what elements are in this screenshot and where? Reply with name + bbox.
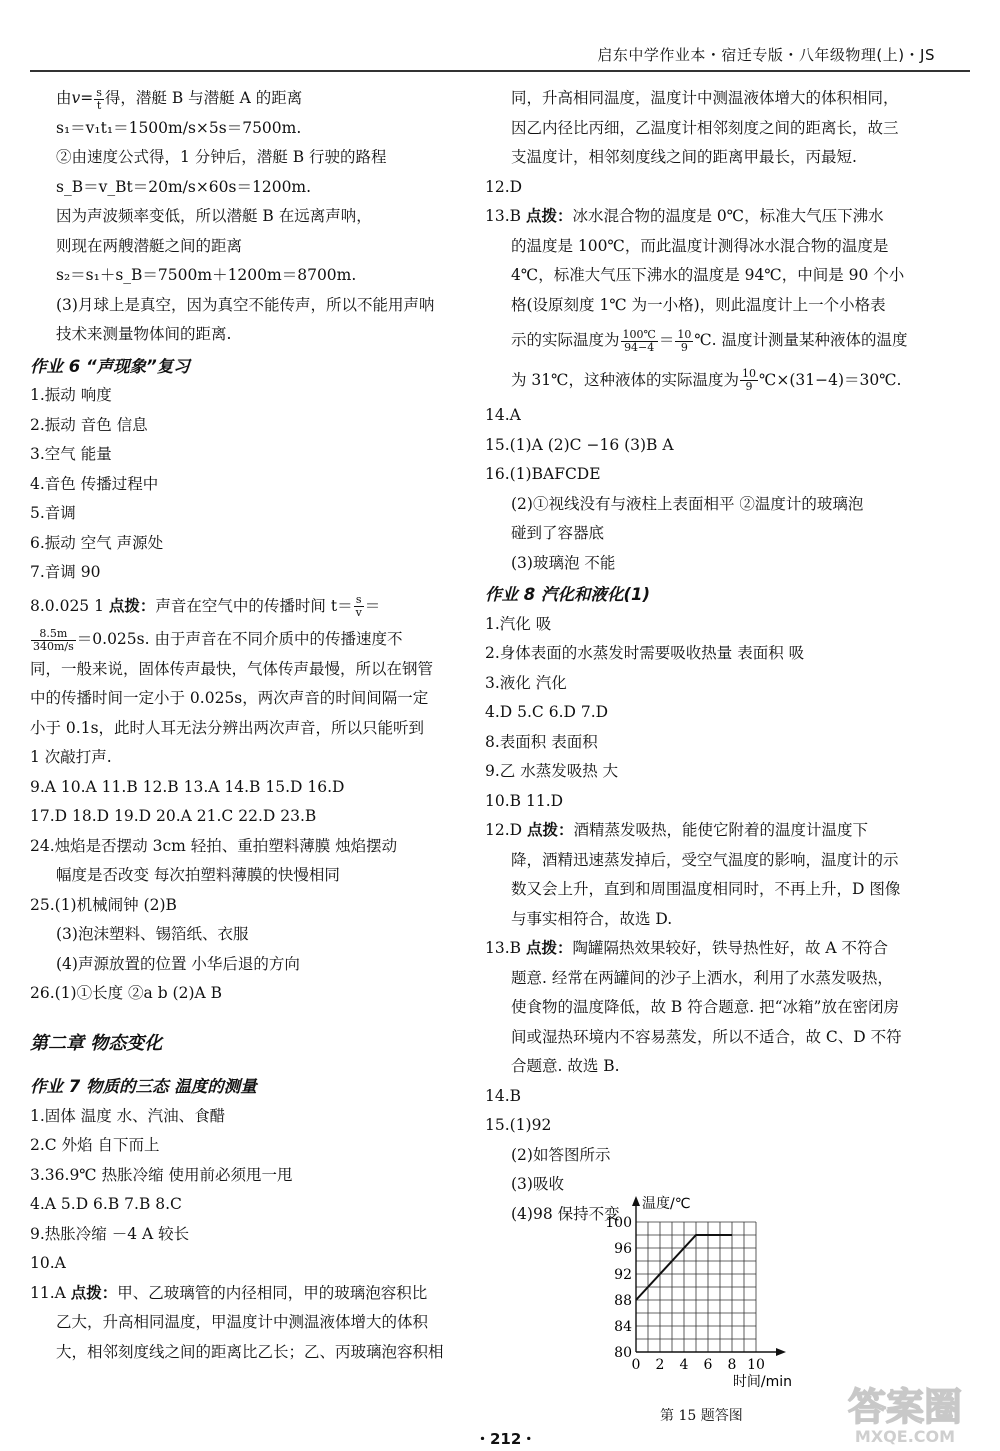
answer-line: 示的实际温度为 $\frac{100℃}{94-4}$ ＝ $\frac{10}{9}$ ℃. 温度计测量某种液体的温度 bbox=[511, 327, 908, 354]
answer-line: 合题意. 故选 B. bbox=[511, 1057, 620, 1075]
answer-line: 12.D bbox=[485, 177, 523, 196]
left-column bbox=[30, 84, 470, 1367]
answer-line: 为 31℃，这种液体的实际温度为 $\frac{10}{9}$ ℃×(31−4)＝30℃. bbox=[511, 367, 902, 393]
answer-line: 3.空气 能量 bbox=[30, 445, 112, 463]
text-line: 技术来测量物体间的距离. bbox=[56, 325, 232, 343]
right-column bbox=[485, 84, 930, 1229]
answer-line: 1.汽化 吸 bbox=[485, 614, 552, 633]
answer-line: 4.音色 传播过程中 bbox=[30, 474, 159, 493]
answer-line: 14.B bbox=[485, 1086, 522, 1105]
answer-line: 14.A bbox=[485, 406, 521, 424]
answer-line: 2.振动 音色 信息 bbox=[30, 415, 148, 434]
answer-line: 13.B 点拨：冰水混合物的温度是 0℃，标准大气压下沸水 bbox=[485, 207, 884, 225]
answer-line: 15.(1)92 bbox=[485, 1116, 552, 1134]
answer-line: 9.乙 水蒸发吸热 大 bbox=[485, 762, 619, 780]
answer-line: 2.C 外焰 自下而上 bbox=[30, 1136, 160, 1154]
answer-line: 数又会上升，直到和周围温度相同时，不再上升，D 图像 bbox=[511, 880, 901, 898]
answer-line: 15.(1)A (2)C −16 (3)B A bbox=[485, 435, 674, 454]
header-title: 启东中学作业本・宿迁专版・八年级物理(上)・JS bbox=[597, 46, 935, 64]
answer-line: 因乙内径比丙细，乙温度计相邻刻度之间的距离长，故三 bbox=[511, 118, 899, 137]
answer-line: 8.0.025 1 点拨：声音在空气中的传播时间 t＝ $\frac{s}{v}$ ＝ bbox=[30, 593, 381, 619]
figure-caption: 第 15 题答图 bbox=[660, 1408, 743, 1424]
y-tick-label: 84 bbox=[614, 1319, 632, 1335]
y-tick-label: 80 bbox=[614, 1345, 632, 1361]
answer-line: 11.A 点拨：甲、乙玻璃管的内径相同，甲的玻璃泡容积比 bbox=[30, 1283, 428, 1302]
answer-line: (3)玻璃泡 不能 bbox=[511, 553, 616, 572]
text-line: ②由速度公式得，1 分钟后，潜艇 B 行驶的路程 bbox=[56, 148, 387, 166]
answer-line: 1.振动 响度 bbox=[30, 386, 112, 404]
x-tick-label: 6 bbox=[703, 1357, 713, 1373]
answer-line: 10.B 11.D bbox=[485, 791, 564, 810]
answer-line: 中的传播时间一定小于 0.025s，两次声音的时间间隔一定 bbox=[30, 689, 429, 707]
answer-line: (4)声源放置的位置 小华后退的方向 bbox=[56, 954, 300, 973]
answer-line: 25.(1)机械闹钟 (2)B bbox=[30, 895, 177, 914]
answer-line: 的温度是 100℃，而此温度计测得冰水混合物的温度是 bbox=[511, 236, 889, 255]
y-tick-label: 96 bbox=[614, 1241, 632, 1257]
x-tick-label: 4 bbox=[679, 1357, 689, 1373]
answer-line: $\frac{8.5m}{340m/s}$ ＝0.025s. 由于声音在不同介质中的传播速度不 bbox=[33, 626, 403, 653]
answer-line: 4℃，标准大气压下沸水的温度是 94℃，中间是 90 个小 bbox=[511, 266, 905, 284]
answer-line: 大，相邻刻度线之间的距离比乙长；乙、丙玻璃泡容积相 bbox=[56, 1342, 444, 1361]
text-line: (3)月球上是真空，因为真空不能传声，所以不能用声呐 bbox=[56, 295, 435, 314]
y-tick-label: 92 bbox=[614, 1267, 632, 1283]
answer-line: (4)98 保持不变 bbox=[511, 1204, 620, 1223]
section-heading-7: 作业 7 物质的三态 温度的测量 bbox=[30, 1077, 257, 1096]
answer-line: 1 次敲打声. bbox=[30, 748, 112, 766]
answer-line: 同，一般来说，固体传声最快，气体传声最慢，所以在钢管 bbox=[30, 659, 434, 678]
answer-line: 题意. 经常在两罐间的沙子上洒水，利用了水蒸发吸热， bbox=[511, 968, 893, 987]
running-header bbox=[30, 40, 970, 72]
y-axis-arrow bbox=[632, 1196, 640, 1206]
answer-line: 9.A 10.A 11.B 12.B 13.A 14.B 15.D 16.D bbox=[30, 777, 345, 796]
section-heading-6: 作业 6 “声现象”复习 bbox=[30, 356, 190, 376]
text-line: s₂＝s₁＋s_B＝7500m＋1200m＝8700m. bbox=[56, 266, 357, 284]
text-line: s_B＝v_Bt＝20m/s×60s＝1200m. bbox=[56, 177, 312, 196]
y-tick-label: 100 bbox=[605, 1215, 632, 1231]
page-number: ・212・ bbox=[475, 1430, 537, 1448]
y-tick-label: 88 bbox=[614, 1293, 632, 1309]
answer-line: 4.D 5.C 6.D 7.D bbox=[485, 703, 609, 721]
watermark-logo bbox=[820, 1378, 990, 1448]
chart-svg bbox=[590, 1188, 820, 1428]
x-axis-arrow bbox=[776, 1348, 786, 1356]
answer-line: 12.D 点拨：酒精蒸发吸热，能使它附着的温度计温度下 bbox=[485, 821, 869, 839]
temperature-time-chart bbox=[590, 1188, 820, 1428]
answer-line: 9.热胀冷缩 －4 A 较长 bbox=[30, 1224, 190, 1243]
answer-line: 幅度是否改变 每次拍塑料薄膜的快慢相同 bbox=[56, 866, 340, 884]
answer-line: 8.表面积 表面积 bbox=[485, 732, 598, 751]
answer-line: 与事实相符合，故选 D. bbox=[511, 909, 673, 928]
y-axis-label: 温度/℃ bbox=[642, 1196, 691, 1212]
answer-line: 3.液化 汽化 bbox=[485, 673, 567, 692]
text-line: s₁＝v₁t₁＝1500m/s×5s＝7500m. bbox=[56, 118, 302, 137]
chapter-heading: 第二章 物态变化 bbox=[30, 1032, 163, 1054]
answer-line: 5.音调 bbox=[30, 504, 76, 522]
answer-line: (3)泡沫塑料、锡箔纸、衣服 bbox=[56, 925, 249, 943]
answer-line: 6.振动 空气 声源处 bbox=[30, 533, 164, 552]
x-tick-label: 0 bbox=[631, 1357, 641, 1373]
answer-line: 间或湿热环境内不容易蒸发，所以不适合，故 C、D 不符 bbox=[511, 1027, 902, 1046]
answer-line: 小于 0.1s，此时人耳无法分辨出两次声音，所以只能听到 bbox=[30, 718, 425, 737]
answer-line: (2)如答图所示 bbox=[511, 1145, 611, 1164]
x-tick-label: 2 bbox=[655, 1357, 665, 1373]
answer-line: 乙大，升高相同温度，甲温度计中测温液体增大的体积 bbox=[56, 1313, 429, 1331]
answer-line: 同，升高相同温度，温度计中测温液体增大的体积相同， bbox=[511, 89, 899, 107]
answer-line: 支温度计，相邻刻度线之间的距离甲最长，丙最短. bbox=[511, 148, 857, 166]
answer-line: 使食物的温度降低，故 B 符合题意. 把“冰箱”放在密闭房 bbox=[511, 998, 899, 1016]
x-tick-label: 10 bbox=[747, 1357, 765, 1373]
answer-line: (3)吸收 bbox=[511, 1175, 564, 1193]
answer-line: 碰到了容器底 bbox=[511, 524, 605, 542]
answer-line: 3.36.9℃ 热胀冷缩 使用前必须甩一甩 bbox=[30, 1165, 293, 1184]
answer-line: 7.音调 90 bbox=[30, 563, 101, 581]
watermark-text: 答案圈 bbox=[847, 1385, 963, 1429]
answer-line: (2)①视线没有与液柱上表面相平 ②温度计的玻璃泡 bbox=[511, 494, 864, 513]
answer-line: 26.(1)①长度 ②a b (2)A B bbox=[30, 984, 223, 1002]
answer-line: 降，酒精迅速蒸发掉后，受空气温度的影响，温度计的示 bbox=[511, 850, 899, 869]
x-tick-label: 8 bbox=[727, 1357, 737, 1373]
text-line: 则现在两艘潜艇之间的距离 bbox=[56, 236, 243, 255]
watermark-url: MXQE.COM bbox=[854, 1427, 956, 1446]
answer-line: 4.A 5.D 6.B 7.B 8.C bbox=[30, 1195, 182, 1213]
answer-line: 1.固体 温度 水、汽油、食醋 bbox=[30, 1106, 226, 1125]
answer-line: 24.烛焰是否摆动 3cm 轻拍、重拍塑料薄膜 烛焰摆动 bbox=[30, 836, 398, 855]
x-axis-label: 时间/min bbox=[732, 1374, 792, 1390]
text-line: 由v= $\frac{s}{t}$ 得，潜艇 B 与潜艇 A 的距离 bbox=[56, 85, 303, 112]
answer-line: 2.身体表面的水蒸发时需要吸收热量 表面积 吸 bbox=[485, 644, 805, 662]
section-heading-8: 作业 8 汽化和液化(1) bbox=[485, 585, 651, 604]
answer-line: 16.(1)BAFCDE bbox=[485, 465, 601, 483]
answer-line: 10.A bbox=[30, 1254, 66, 1272]
answer-line: 格(设原刻度 1℃ 为一小格)，则此温度计上一个小格表 bbox=[511, 295, 886, 314]
answer-line: 17.D 18.D 19.D 20.A 21.C 22.D 23.B bbox=[30, 807, 317, 825]
text-line: 因为声波频率变低，所以潜艇 B 在远离声呐， bbox=[56, 207, 372, 225]
answer-line: 13.B 点拨：陶罐隔热效果较好，铁导热性好，故 A 不符合 bbox=[485, 939, 889, 957]
